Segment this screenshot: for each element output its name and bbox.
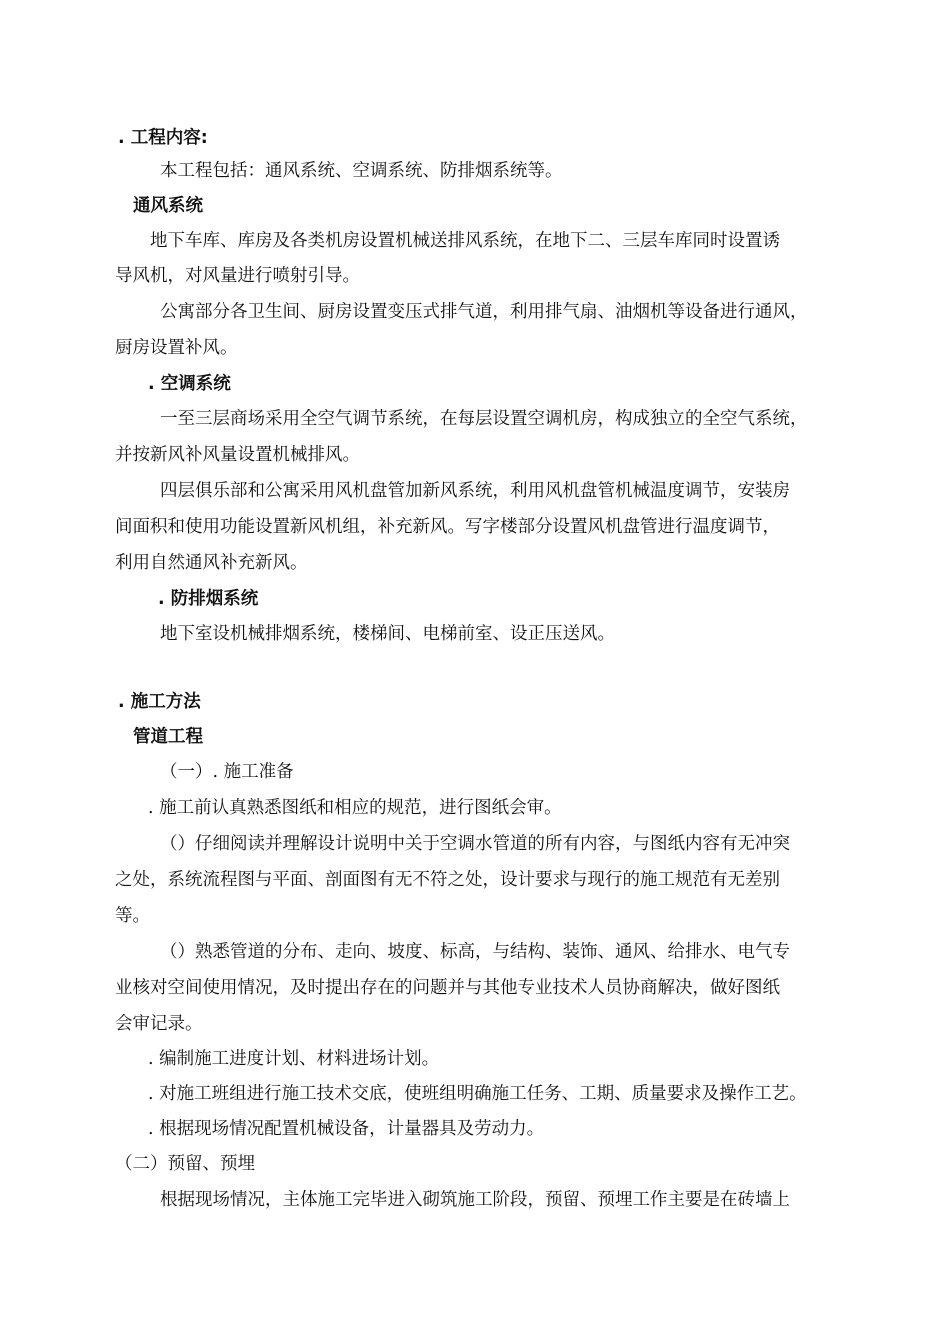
list-item-continued: 之处，系统流程图与平面、剖面图有无不符之处，设计要求与现行的施工规范有无差别 — [115, 870, 780, 890]
heading-smoke-control: . 防排烟系统 — [158, 589, 259, 609]
list-item: （）熟悉管道的分布、走向、坡度、标高，与结构、装饰、通风、给排水、电气专 — [160, 942, 790, 962]
paragraph-line: 一至三层商场采用全空气调节系统，在每层设置空调机房，构成独立的全空气系统， — [160, 409, 808, 429]
heading-ventilation: 通风系统 — [133, 196, 203, 216]
paragraph-line: 地下室设机械排烟系统，楼梯间、电梯前室、设正压送风。 — [160, 624, 615, 644]
paragraph-line: 根据现场情况，主体施工完毕进入砌筑施工阶段，预留、预埋工作主要是在砖墙上 — [160, 1190, 790, 1210]
list-item: . 编制施工进度计划、材料进场计划。 — [148, 1049, 440, 1069]
section-heading-construction-method: . 施工方法 — [118, 692, 201, 712]
heading-construction-prep: （一）. 施工准备 — [160, 762, 294, 782]
heading-embedding: （二）预留、预埋 — [115, 1154, 255, 1174]
list-item-continued: 业核对空间使用情况，及时提出存在的问题并与其他专业技术人员协商解决，做好图纸 — [115, 978, 780, 998]
section-heading-project-content: . 工程内容: — [118, 128, 208, 148]
intro-paragraph: 本工程包括：通风系统、空调系统、防排烟系统等。 — [160, 161, 563, 181]
paragraph-line: 厨房设置补风。 — [115, 338, 238, 358]
list-item-continued: 会审记录。 — [115, 1014, 203, 1034]
heading-air-conditioning: . 空调系统 — [148, 374, 231, 394]
paragraph-line: 导风机，对风量进行喷射引导。 — [115, 266, 360, 286]
list-item: （）仔细阅读并理解设计说明中关于空调水管道的所有内容，与图纸内容有无冲突 — [160, 834, 790, 854]
list-item: . 施工前认真熟悉图纸和相应的规范，进行图纸会审。 — [148, 798, 562, 818]
paragraph-line: 利用自然通风补充新风。 — [115, 553, 308, 573]
list-item: . 根据现场情况配置机械设备，计量器具及劳动力。 — [148, 1119, 545, 1139]
list-item-continued: 等。 — [115, 906, 150, 926]
paragraph-line: 间面积和使用功能设置新风机组，补充新风。写字楼部分设置风机盘管进行温度调节， — [115, 517, 780, 537]
paragraph-line: 四层俱乐部和公寓采用风机盘管加新风系统，利用风机盘管机械温度调节，安装房 — [160, 481, 790, 501]
paragraph-line: 公寓部分各卫生间、厨房设置变压式排气道，利用排气扇、油烟机等设备进行通风， — [160, 302, 808, 322]
heading-pipeline-works: 管道工程 — [133, 727, 203, 747]
paragraph-line: 并按新风补风量设置机械排风。 — [115, 445, 360, 465]
list-item: . 对施工班组进行施工技术交底，使班组明确施工任务、工期、质量要求及操作工艺。 — [148, 1084, 807, 1104]
paragraph-line: 地下车库、库房及各类机房设置机械送排风系统，在地下二、三层车库同时设置诱 — [150, 231, 780, 251]
